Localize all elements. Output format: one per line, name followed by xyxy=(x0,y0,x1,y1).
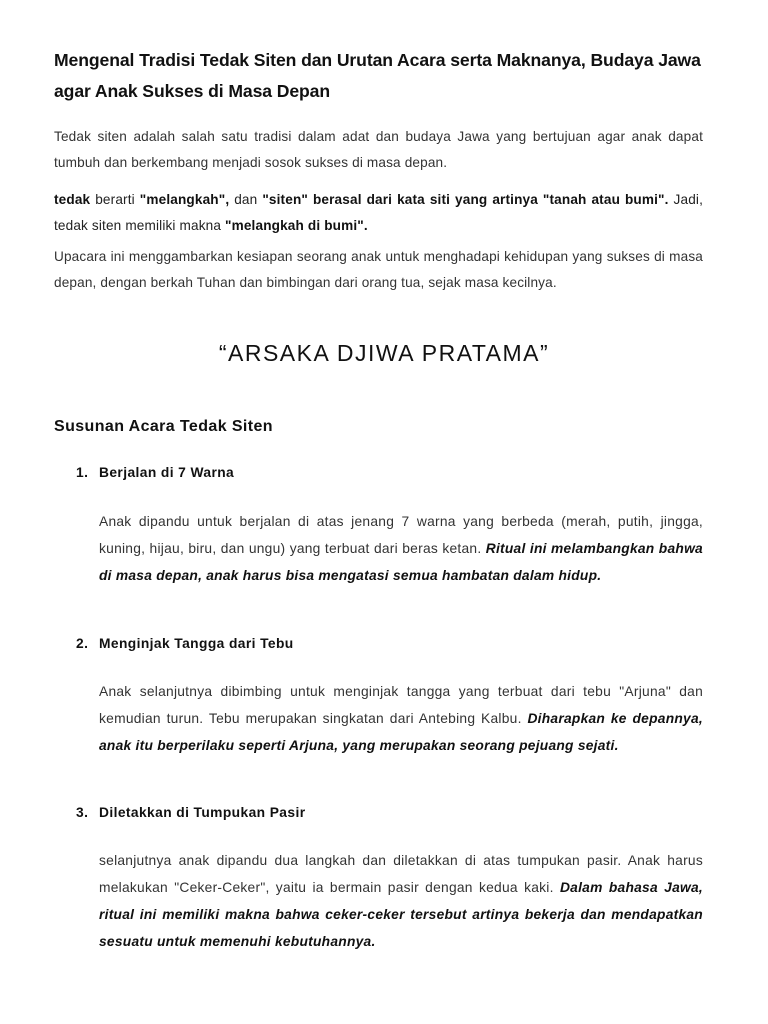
meaning-term-melangkah-di-bumi: "melangkah di bumi". xyxy=(225,218,368,233)
meaning-term-siten: "siten" berasal dari kata siti yang artinya "tanah atau bumi". xyxy=(262,192,669,207)
step-text: Anak dipandu untuk berjalan di atas jenang 7 warna yang berbeda (merah, putih, jingga, kuning, hijau, biru, dan ungu) yang terbuat dari beras ketan. xyxy=(99,514,703,556)
step-number: 3. xyxy=(76,805,89,820)
step-heading xyxy=(76,465,234,480)
step-text: selanjutnya anak dipandu dua langkah dan diletakkan di atas tumpukan pasir. Anak harus melakukan "Ceker-Ceker", yaitu ia bermain pasir dengan kedua kaki. xyxy=(99,853,703,895)
meaning-paragraph xyxy=(54,187,703,239)
step-body xyxy=(99,508,703,589)
meaning-text: dan xyxy=(229,192,263,207)
section-title: Susunan Acara Tedak Siten xyxy=(54,418,273,435)
step-body xyxy=(99,847,703,955)
step-emphasis: Diharapkan ke depannya, anak itu berperilaku seperti Arjuna, yang merupakan seorang pejuang sejati. xyxy=(99,711,703,753)
step-emphasis: Dalam bahasa Jawa, ritual ini memiliki makna bahwa ceker-ceker tersebut artinya bekerja dan mendapatkan sesuatu untuk memenuhi kebutuhannya. xyxy=(99,880,703,949)
article-title: Mengenal Tradisi Tedak Siten dan Urutan Acara serta Maknanya, Budaya Jawa agar Anak Sukses di Masa Depan xyxy=(54,50,701,101)
step-heading-text: Menginjak Tangga dari Tebu xyxy=(99,636,294,651)
intro-paragraph: Tedak siten adalah salah satu tradisi dalam adat dan budaya Jawa yang bertujuan agar anak dapat tumbuh dan berkembang menjadi sosok sukses di masa depan. xyxy=(54,129,703,170)
tagline-heading: “ARSAKA DJIWA PRATAMA” xyxy=(218,340,550,366)
meaning-term-melangkah: "melangkah", xyxy=(139,192,230,207)
step-body xyxy=(99,678,703,759)
description-paragraph: Upacara ini menggambarkan kesiapan seorang anak untuk menghadapi kehidupan yang sukses di masa depan, dengan berkah Tuhan dan bimbingan dari orang tua, sejak masa kecilnya. xyxy=(54,249,703,290)
step-number: 1. xyxy=(76,465,89,480)
meaning-text: Jadi, tedak siten memiliki makna xyxy=(54,192,704,233)
step-number: 2. xyxy=(76,636,89,651)
meaning-text: berarti xyxy=(90,192,140,207)
step-heading xyxy=(76,805,305,820)
step-text: Anak selanjutnya dibimbing untuk menginjak tangga yang terbuat dari tebu "Arjuna" dan kemudian turun. Tebu merupakan singkatan dari Antebing Kalbu. xyxy=(99,684,703,726)
step-emphasis: Ritual ini melambangkan bahwa di masa depan, anak harus bisa mengatasi semua hambatan dalam hidup. xyxy=(99,541,703,583)
step-heading xyxy=(76,636,294,651)
step-heading-text: Berjalan di 7 Warna xyxy=(99,465,235,480)
meaning-term-tedak: tedak xyxy=(54,192,91,207)
step-heading-text: Diletakkan di Tumpukan Pasir xyxy=(99,805,306,820)
